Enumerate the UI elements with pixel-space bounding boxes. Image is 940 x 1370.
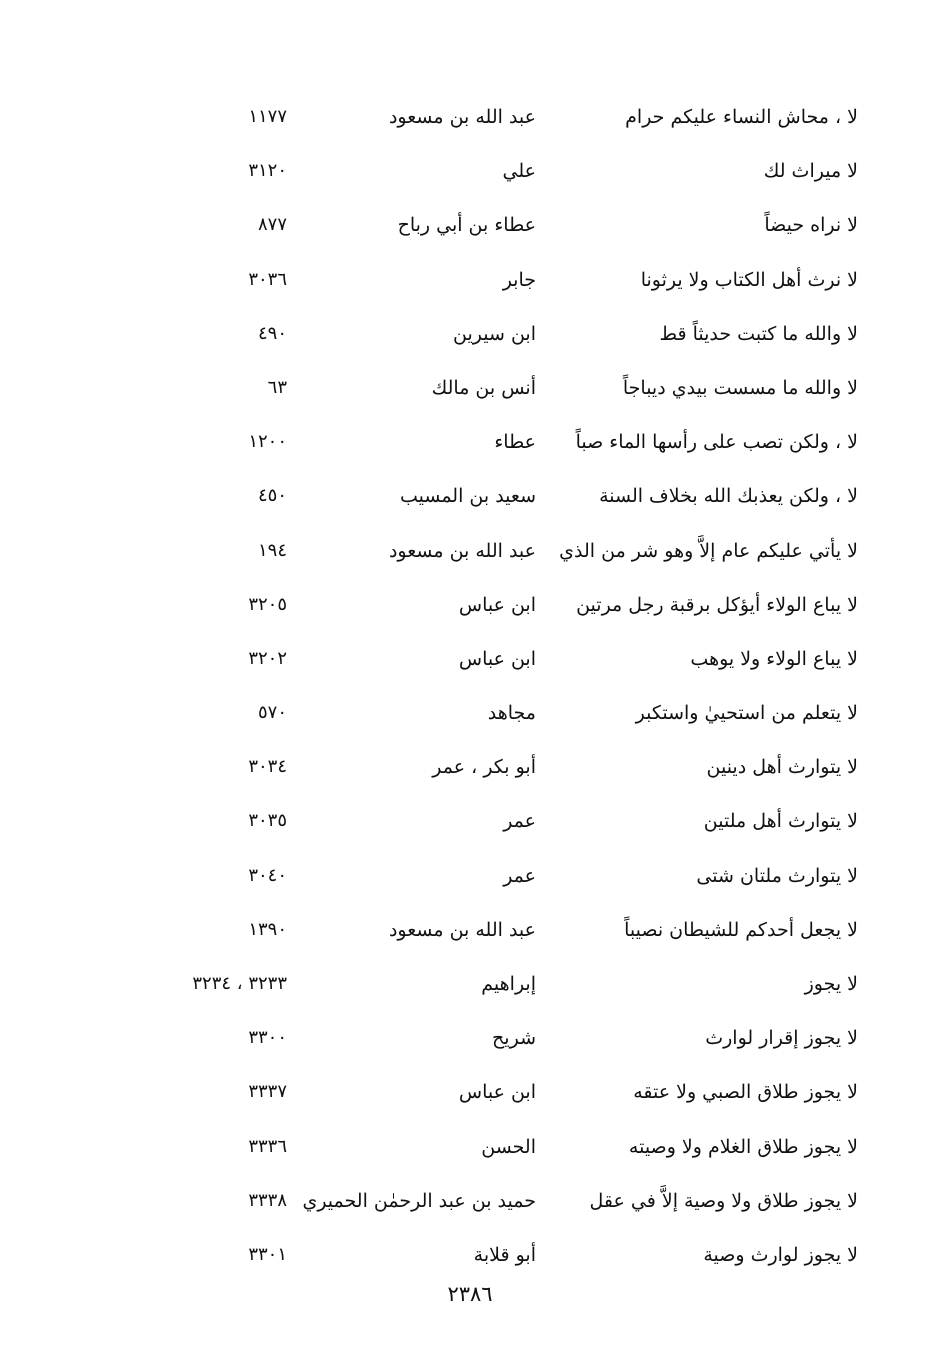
- row-narrator: أبو قلابة: [473, 1243, 536, 1266]
- index-row: [0, 524, 940, 578]
- index-row: [0, 1065, 940, 1119]
- index-row: [0, 740, 940, 794]
- row-narrator: الحسن: [481, 1135, 536, 1158]
- row-reference-number: ٣٢٠٥: [248, 593, 287, 615]
- row-reference-number: ٣٣٠٠: [248, 1027, 287, 1049]
- row-phrase: لا يجوز: [804, 973, 858, 995]
- row-reference-number: ٦٣: [267, 376, 287, 398]
- row-phrase: لا ، محاش النساء عليكم حرام: [625, 106, 858, 128]
- row-narrator: ابن سيرين: [453, 322, 536, 345]
- row-reference-number: ٣٣٣٦: [248, 1135, 287, 1157]
- index-table: [0, 90, 940, 1282]
- index-row: [0, 469, 940, 523]
- index-row: [0, 415, 940, 469]
- row-phrase: لا يجوز لوارث وصية: [703, 1243, 858, 1266]
- row-phrase: لا ، ولكن يعذبك الله بخلاف السنة: [599, 485, 858, 508]
- row-reference-number: ٤٩٠: [257, 322, 287, 344]
- row-narrator: أنس بن مالك: [431, 376, 536, 399]
- row-reference-number: ٣٠٣٥: [248, 810, 287, 832]
- row-phrase: لا يتوارث ملتان شتى: [696, 864, 858, 887]
- row-narrator: عبد الله بن مسعود: [388, 106, 536, 128]
- index-row: [0, 361, 940, 415]
- index-row: [0, 1228, 940, 1282]
- row-phrase: لا يتوارث أهل ملتين: [703, 810, 858, 833]
- row-reference-number: ٤٥٠: [257, 485, 287, 507]
- row-reference-number: ٣٠٤٠: [248, 864, 287, 886]
- index-row: [0, 957, 940, 1011]
- row-phrase: لا يجوز إقرار لوارث: [705, 1027, 858, 1050]
- row-reference-number: ٣٢٠٢: [248, 647, 287, 669]
- row-reference-number: ٨٧٧: [257, 214, 287, 236]
- index-row: [0, 794, 940, 848]
- row-reference-number: ٣٣٠١: [248, 1243, 287, 1265]
- row-phrase: لا ميراث لك: [763, 160, 858, 183]
- row-phrase: لا نرث أهل الكتاب ولا يرثونا: [640, 268, 858, 291]
- row-reference-number: ٣٣٣٧: [248, 1081, 287, 1103]
- index-row: [0, 90, 940, 144]
- row-phrase: لا يباع الولاء ولا يوهب: [690, 647, 858, 670]
- row-phrase: لا والله ما كتبت حديثاً قط: [659, 322, 858, 345]
- page-number: ٢٣٨٦: [447, 1282, 493, 1306]
- row-narrator: جابر: [502, 268, 536, 291]
- row-phrase: لا والله ما مسست بيدي ديباجاً: [622, 376, 858, 399]
- index-row: [0, 903, 940, 957]
- row-reference-number: ١٣٩٠: [248, 918, 287, 940]
- row-reference-number: ٣١٢٠: [248, 160, 287, 182]
- row-narrator: عبد الله بن مسعود: [388, 918, 536, 941]
- row-phrase: لا يجوز طلاق الصبي ولا عتقه: [633, 1081, 858, 1104]
- row-phrase: لا نراه حيضاً: [764, 214, 858, 237]
- row-narrator: إبراهيم: [481, 973, 536, 995]
- row-reference-number: ١١٧٧: [248, 106, 287, 127]
- index-row: [0, 307, 940, 361]
- row-narrator: ابن عباس: [458, 1081, 536, 1104]
- row-reference-number: ٣٠٣٦: [248, 268, 287, 290]
- index-row: [0, 849, 940, 903]
- row-narrator: عطاء: [494, 431, 536, 454]
- row-narrator: ابن عباس: [458, 647, 536, 670]
- row-narrator: عبد الله بن مسعود: [388, 539, 536, 562]
- index-row: [0, 198, 940, 252]
- row-phrase: لا ، ولكن تصب على رأسها الماء صباً: [575, 431, 858, 454]
- row-narrator: سعيد بن المسيب: [399, 485, 536, 508]
- row-phrase: لا يجوز طلاق ولا وصية إلاَّ في عقل: [589, 1189, 858, 1212]
- row-narrator: عمر: [503, 864, 536, 887]
- row-phrase: لا يجعل أحدكم للشيطان نصيباً: [624, 918, 858, 941]
- row-phrase: لا يجوز طلاق الغلام ولا وصيته: [628, 1135, 858, 1158]
- index-row: [0, 253, 940, 307]
- index-row: [0, 1011, 940, 1065]
- row-reference-number: ١٩٤: [257, 539, 287, 561]
- index-row: [0, 1174, 940, 1228]
- row-narrator: ابن عباس: [458, 593, 536, 616]
- row-narrator: حميد بن عبد الرحمٰن الحميري: [302, 1189, 536, 1212]
- row-phrase: لا يأتي عليكم عام إلاَّ وهو شر من الذي: [559, 539, 858, 562]
- row-phrase: لا يتعلم من استحييٰ واستكبر: [635, 702, 858, 725]
- index-row: [0, 144, 940, 198]
- row-reference-number: ٣٢٣٣ ، ٣٢٣٤: [192, 973, 287, 994]
- row-phrase: لا يباع الولاء أيؤكل برقبة رجل مرتين: [576, 593, 858, 616]
- index-row: [0, 1120, 940, 1174]
- row-narrator: عمر: [503, 810, 536, 833]
- row-phrase: لا يتوارث أهل دينين: [706, 756, 858, 779]
- row-narrator: شريح: [492, 1027, 536, 1050]
- index-row: [0, 686, 940, 740]
- row-reference-number: ١٢٠٠: [248, 431, 287, 453]
- row-narrator: مجاهد: [487, 702, 536, 725]
- row-reference-number: ٣٣٣٨: [248, 1189, 287, 1211]
- row-narrator: أبو بكر ، عمر: [432, 756, 536, 779]
- row-reference-number: ٥٧٠: [257, 702, 287, 724]
- index-row: [0, 632, 940, 686]
- index-row: [0, 578, 940, 632]
- row-narrator: عطاء بن أبي رباح: [397, 214, 536, 237]
- row-reference-number: ٣٠٣٤: [248, 756, 287, 778]
- row-narrator: علي: [502, 160, 536, 183]
